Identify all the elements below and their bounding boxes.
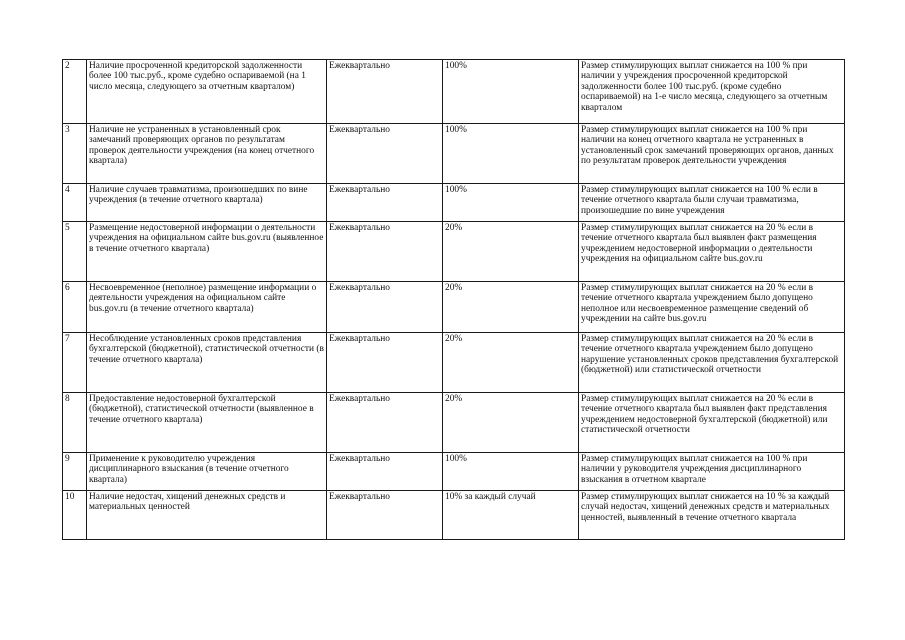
table-row	[63, 60, 845, 124]
reduction-size: 20%	[443, 222, 579, 282]
document-page	[62, 59, 844, 540]
indicator-name: Несоблюдение установленных сроков представления бухгалтерской (бюджетной), статистической отчетности (в течение отчетного квартала)	[87, 333, 327, 393]
reduction-description: Размер стимулирующих выплат снижается на 10 % за каждый случай недостач, хищений денежных средств и материальных ценностей, выявленный в течение отчетного квартала	[579, 491, 845, 540]
table-row	[63, 393, 845, 453]
row-number: 4	[63, 184, 87, 222]
indicator-name: Размещение недостоверной информации о деятельности учреждения на официальном сайте bus.gov.ru (выявленное в течение отчетного квартала)	[87, 222, 327, 282]
reduction-size: 10% за каждый случай	[443, 491, 579, 540]
periodicity: Ежеквартально	[327, 124, 443, 184]
reduction-description: Размер стимулирующих выплат снижается на 100 % если в течение отчетного квартала были случаи травматизма, произошедшие по вине учреждения	[579, 184, 845, 222]
reduction-description: Размер стимулирующих выплат снижается на 100 % при наличии на конец отчетного квартала не устраненных в установленный срок замечаний проверяющих органов, данных по результатам проверок деятельности учреждения	[579, 124, 845, 184]
row-number: 3	[63, 124, 87, 184]
periodicity: Ежеквартально	[327, 393, 443, 453]
reduction-description: Размер стимулирующих выплат снижается на 20 % если в течение отчетного квартала учреждением было допущено неполное или несвоевременное размещение сведений об учреждении на сайте bus.gov.ru	[579, 282, 845, 333]
reduction-size: 20%	[443, 393, 579, 453]
indicator-name: Предоставление недостоверной бухгалтерской (бюджетной), статистической отчетности (выявленное в течение отчетного квартала)	[87, 393, 327, 453]
reduction-description: Размер стимулирующих выплат снижается на 100 % при наличии у руководителя учреждения дисциплинарного взыскания в отчетном квартале	[579, 453, 845, 491]
reduction-description: Размер стимулирующих выплат снижается на 100 % при наличии у учреждения просроченной кредиторской задолженности более 100 тыс.руб. (кроме судебно оспариваемой) на 1-е число месяца, следующего за отчетным кварталом	[579, 60, 845, 124]
table-row	[63, 184, 845, 222]
indicator-name: Наличие просроченной кредиторской задолженности более 100 тыс.руб., кроме судебно оспариваемой (на 1 число месяца, следующего за отчетным кварталом)	[87, 60, 327, 124]
criteria-table	[62, 59, 845, 540]
reduction-size: 100%	[443, 184, 579, 222]
reduction-size: 20%	[443, 333, 579, 393]
periodicity: Ежеквартально	[327, 222, 443, 282]
reduction-size: 20%	[443, 282, 579, 333]
row-number: 5	[63, 222, 87, 282]
indicator-name: Наличие недостач, хищений денежных средств и материальных ценностей	[87, 491, 327, 540]
table-row	[63, 333, 845, 393]
reduction-description: Размер стимулирующих выплат снижается на 20 % если в течение отчетного квартала был выявлен факт размещения учреждением недостоверной информации о деятельности учреждения на официальном сайте bus.gov.ru	[579, 222, 845, 282]
periodicity: Ежеквартально	[327, 60, 443, 124]
reduction-description: Размер стимулирующих выплат снижается на 20 % если в течение отчетного квартала был выявлен факт представления учреждением недостоверной бухгалтерской (бюджетной) или статистической отчетности	[579, 393, 845, 453]
periodicity: Ежеквартально	[327, 333, 443, 393]
indicator-name: Наличие не устраненных в установленный срок замечаний проверяющих органов по результатам проверок деятельности учреждения (на конец отчетного квартала)	[87, 124, 327, 184]
table-row	[63, 491, 845, 540]
reduction-size: 100%	[443, 124, 579, 184]
reduction-size: 100%	[443, 453, 579, 491]
row-number: 10	[63, 491, 87, 540]
row-number: 8	[63, 393, 87, 453]
row-number: 7	[63, 333, 87, 393]
indicator-name: Наличие случаев травматизма, произошедших по вине учреждения (в течение отчетного квартала)	[87, 184, 327, 222]
periodicity: Ежеквартально	[327, 282, 443, 333]
indicator-name: Несвоевременное (неполное) размещение информации о деятельности учреждения на официальном сайте bus.gov.ru (в течение отчетного квартала)	[87, 282, 327, 333]
reduction-size: 100%	[443, 60, 579, 124]
reduction-description: Размер стимулирующих выплат снижается на 20 % если в течение отчетного квартала учреждением было допущено нарушение установленных сроков представления бухгалтерской (бюджетной) или статистической отчетности	[579, 333, 845, 393]
table-row	[63, 453, 845, 491]
periodicity: Ежеквартально	[327, 491, 443, 540]
indicator-name: Применение к руководителю учреждения дисциплинарного взыскания (в течение отчетного квартала)	[87, 453, 327, 491]
table-row	[63, 222, 845, 282]
row-number: 2	[63, 60, 87, 124]
row-number: 6	[63, 282, 87, 333]
periodicity: Ежеквартально	[327, 453, 443, 491]
table-row	[63, 282, 845, 333]
row-number: 9	[63, 453, 87, 491]
table-row	[63, 124, 845, 184]
periodicity: Ежеквартально	[327, 184, 443, 222]
